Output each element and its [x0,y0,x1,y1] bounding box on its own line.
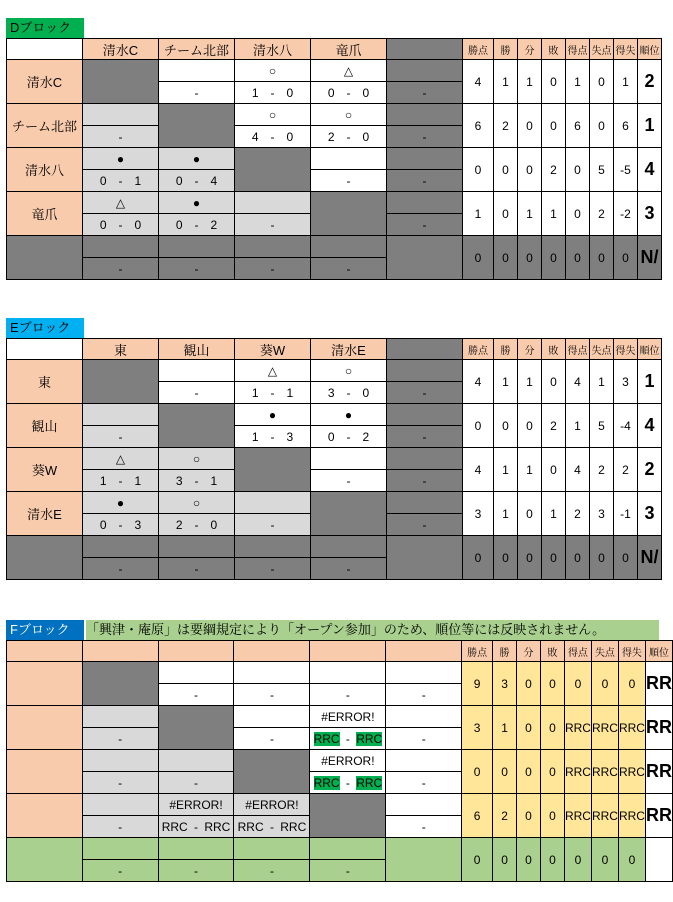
col-header: 竜爪 [311,39,387,60]
stat-cell: 0 [517,750,541,794]
score-cell: - [83,558,159,580]
rank-cell: 2 [638,448,662,492]
score-cell: - [387,82,463,104]
stat-cell: 1 [494,360,518,404]
stat-cell: 1 [518,360,542,404]
stat-cell: 0 [566,536,590,580]
stat-header: 得点 [566,339,590,360]
stat-header: 順位 [638,339,662,360]
stat-cell: RRC [564,750,591,794]
stat-cell: RRC [591,706,618,750]
stat-cell: 1 [494,60,518,104]
stat-cell: 0 [566,236,590,280]
col-header: 葵W [235,339,311,360]
score-cell: - [386,772,462,794]
score-cell: - [83,426,159,448]
score-cell: - [82,728,158,750]
score-cell: - [82,860,158,882]
stat-header: 失点 [590,39,614,60]
e-block [0,318,673,598]
score-cell: - [82,816,158,838]
score-cell: - [158,860,234,882]
score-cell: - [82,772,158,794]
stat-cell: 0 [517,838,541,882]
stat-cell: 0 [493,750,517,794]
stat-cell: 6 [614,104,638,148]
stat-cell: 0 [540,662,564,706]
score-cell: 0 - 2 [159,214,235,236]
d-block-table [6,38,662,280]
stat-cell: 0 [518,236,542,280]
stat-cell: 0 [542,104,566,148]
score-cell: 0 - 2 [311,426,387,448]
stat-cell: 4 [566,360,590,404]
score-cell: - [235,514,311,536]
stat-cell: 0 [542,236,566,280]
score-cell: - [159,82,235,104]
result-mark: ● [235,404,311,426]
rank-cell: N/ [638,236,662,280]
stat-cell: 0 [618,662,645,706]
score-cell: 0 - 4 [159,170,235,192]
result-mark: ○ [311,104,387,126]
e-block-table [6,338,662,580]
stat-cell: 0 [517,794,541,838]
stat-cell: 2 [566,492,590,536]
row-team: 葵W [7,448,83,492]
stat-cell: 1 [518,192,542,236]
stat-cell: 2 [542,404,566,448]
stat-cell: 0 [540,794,564,838]
score-cell: - [159,258,235,280]
stat-cell: 0 [591,662,618,706]
stat-cell: 1 [542,492,566,536]
stat-cell: 9 [462,662,493,706]
stat-header: 分 [518,39,542,60]
result-mark: ● [159,148,235,170]
stat-cell: 0 [590,236,614,280]
score-cell: - [235,558,311,580]
stat-header: 得失 [618,641,645,662]
stat-cell: RRC [618,750,645,794]
row-team: 清水E [7,492,83,536]
score-cell: - [234,728,310,750]
stat-cell: 0 [463,236,494,280]
stat-cell: 0 [463,148,494,192]
stat-header: 敗 [540,641,564,662]
stat-cell: 2 [590,448,614,492]
score-cell: 0 - 0 [311,82,387,104]
stat-cell: 1 [566,60,590,104]
score-cell: 0 - 3 [83,514,159,536]
rank-cell: 1 [638,360,662,404]
stat-cell: 2 [590,192,614,236]
score-cell: 2 - 0 [159,514,235,536]
stat-cell: 0 [462,750,493,794]
rank-cell [645,838,672,882]
stat-header: 失点 [590,339,614,360]
score-cell: - [159,382,235,404]
rank-cell: 2 [638,60,662,104]
stat-cell: 1 [542,192,566,236]
score-cell: - [386,684,462,706]
result-mark: △ [235,360,311,382]
score-cell: - [387,126,463,148]
row-team: チーム北部 [7,104,83,148]
score-cell: - [311,258,387,280]
stat-header: 分 [517,641,541,662]
stat-cell: 0 [462,838,493,882]
score-cell: 0 - 1 [83,170,159,192]
d-block-title: Dブロック [6,18,84,38]
stat-cell: 4 [463,360,494,404]
result-mark: ○ [311,360,387,382]
stat-cell: -1 [614,492,638,536]
stat-cell: RRC [591,750,618,794]
error-cell: #ERROR! [310,750,386,772]
stat-cell: 3 [493,662,517,706]
stat-cell: 0 [518,104,542,148]
stat-cell: 0 [517,706,541,750]
score-cell: RRC - RRC [310,728,386,750]
stat-cell: 3 [590,492,614,536]
score-cell: RRC - RRC [158,816,234,838]
stat-cell: 0 [540,838,564,882]
rank-cell: N/ [638,536,662,580]
error-cell: #ERROR! [158,794,234,816]
score-cell: - [386,816,462,838]
stat-cell: 0 [590,60,614,104]
stat-header: 勝 [493,641,517,662]
stat-header: 勝点 [463,339,494,360]
stat-cell: 1 [518,60,542,104]
col-header: 観山 [159,339,235,360]
score-cell: - [159,558,235,580]
score-cell: - [234,860,310,882]
score-cell: 1 - 0 [235,82,311,104]
score-cell: 1 - 1 [83,470,159,492]
stat-cell: 5 [590,404,614,448]
stat-cell: 6 [462,794,493,838]
stat-header: 得失 [614,339,638,360]
stat-cell: 0 [542,360,566,404]
score-cell: - [310,684,386,706]
result-mark: ○ [235,104,311,126]
stat-cell: 2 [542,148,566,192]
result-mark: △ [83,192,159,214]
stat-cell: 3 [463,492,494,536]
stat-cell: 0 [518,536,542,580]
stat-cell: 1 [494,448,518,492]
rank-cell: 3 [638,492,662,536]
row-team: 竜爪 [7,192,83,236]
rank-cell: 4 [638,148,662,192]
stat-cell: 0 [590,104,614,148]
stat-cell: 6 [566,104,590,148]
score-cell: - [387,426,463,448]
stat-cell: 0 [494,192,518,236]
stat-cell: RRC [564,706,591,750]
score-cell: 1 - 1 [235,382,311,404]
stat-cell: 0 [494,148,518,192]
stat-cell: -4 [614,404,638,448]
score-cell: - [387,170,463,192]
stat-header: 得点 [566,39,590,60]
row-team: 東 [7,360,83,404]
stat-cell: 0 [494,536,518,580]
stat-cell: 0 [542,448,566,492]
score-cell: - [158,684,234,706]
score-cell: - [387,514,463,536]
stat-cell: 3 [462,706,493,750]
stat-cell: 0 [564,838,591,882]
stat-cell: 1 [590,360,614,404]
score-cell: - [311,470,387,492]
f-block-note: 「興津・庵原」は要綱規定により「オープン参加」のため、順位等には反映されません。 [86,620,659,640]
stat-cell: 0 [614,536,638,580]
stat-header: 分 [518,339,542,360]
row-team: 観山 [7,404,83,448]
stat-cell: 0 [618,838,645,882]
stat-cell: RRC [618,794,645,838]
stat-cell: 2 [614,448,638,492]
rank-cell: 3 [638,192,662,236]
score-cell: 2 - 0 [311,126,387,148]
score-cell: - [158,772,234,794]
stat-cell: RRC [591,794,618,838]
rank-cell: RR [645,706,672,750]
stat-cell: 0 [591,838,618,882]
stat-cell: 0 [494,404,518,448]
col-header: 清水八 [235,39,311,60]
stat-cell: 0 [542,60,566,104]
stat-header: 得失 [614,39,638,60]
f-block-table [6,640,673,882]
score-cell: RRC - RRC [234,816,310,838]
f-block-title: Fブロック [6,620,84,640]
score-cell: - [311,170,387,192]
stat-cell: 0 [494,236,518,280]
stat-cell: 0 [614,236,638,280]
stat-cell: 1 [518,448,542,492]
row-team: 清水C [7,60,83,104]
stat-cell: 0 [590,536,614,580]
stat-header: 順位 [638,39,662,60]
stat-cell: 0 [518,492,542,536]
score-cell: - [83,126,159,148]
stat-header: 勝 [494,39,518,60]
stat-cell: 2 [494,104,518,148]
rank-cell: 1 [638,104,662,148]
stat-cell: RRC [618,706,645,750]
stat-cell: 4 [566,448,590,492]
score-cell: - [235,258,311,280]
score-cell: - [311,558,387,580]
stat-cell: 0 [566,148,590,192]
stat-cell: 0 [542,536,566,580]
stat-cell: 0 [518,404,542,448]
stat-cell: 0 [517,662,541,706]
score-cell: - [235,214,311,236]
score-cell: 3 - 1 [159,470,235,492]
stat-cell: 4 [463,60,494,104]
stat-header: 敗 [542,39,566,60]
stat-cell: 1 [463,192,494,236]
stat-header: 勝点 [463,39,494,60]
stat-header: 勝点 [462,641,493,662]
score-cell: - [387,214,463,236]
stat-cell: -5 [614,148,638,192]
stat-cell: -2 [614,192,638,236]
col-header: 清水C [83,39,159,60]
e-block-title: Eブロック [6,318,84,338]
stat-cell: 4 [463,448,494,492]
rank-cell: RR [645,662,672,706]
stat-cell: 0 [463,536,494,580]
score-cell: 3 - 0 [311,382,387,404]
stat-cell: 1 [566,404,590,448]
stat-cell: 1 [493,706,517,750]
stat-cell: 2 [493,794,517,838]
stat-cell: 1 [614,60,638,104]
score-cell: RRC - RRC [310,772,386,794]
error-cell: #ERROR! [310,706,386,728]
result-mark: ● [83,148,159,170]
stat-cell: 0 [540,750,564,794]
d-block [0,18,673,298]
col-header: チーム北部 [159,39,235,60]
result-mark: ○ [159,448,235,470]
rank-cell: RR [645,750,672,794]
score-cell: 1 - 3 [235,426,311,448]
stat-cell: 0 [566,192,590,236]
result-mark: ○ [235,60,311,82]
stat-cell: 1 [494,492,518,536]
stat-cell: 3 [614,360,638,404]
stat-cell: 0 [540,706,564,750]
stat-cell: 0 [564,662,591,706]
result-mark: ● [159,192,235,214]
stat-header: 勝 [494,339,518,360]
result-mark: ○ [159,492,235,514]
stat-header: 順位 [645,641,672,662]
stat-cell: 6 [463,104,494,148]
result-mark: △ [311,60,387,82]
rank-cell: RR [645,794,672,838]
score-cell: - [386,728,462,750]
f-block [0,620,673,900]
result-mark: ● [83,492,159,514]
stat-header: 敗 [542,339,566,360]
col-header: 清水E [311,339,387,360]
stat-header: 得点 [564,641,591,662]
score-cell: 4 - 0 [235,126,311,148]
col-header: 東 [83,339,159,360]
score-cell: - [387,382,463,404]
rank-cell: 4 [638,404,662,448]
score-cell: - [83,258,159,280]
result-mark: △ [83,448,159,470]
score-cell: - [310,860,386,882]
stat-cell: RRC [564,794,591,838]
stat-cell: 0 [463,404,494,448]
score-cell: - [387,470,463,492]
error-cell: #ERROR! [234,794,310,816]
row-team: 清水八 [7,148,83,192]
stat-cell: 5 [590,148,614,192]
stat-cell: 0 [518,148,542,192]
score-cell: - [234,684,310,706]
stat-header: 失点 [591,641,618,662]
score-cell: 0 - 0 [83,214,159,236]
result-mark: ● [311,404,387,426]
stat-cell: 0 [493,838,517,882]
